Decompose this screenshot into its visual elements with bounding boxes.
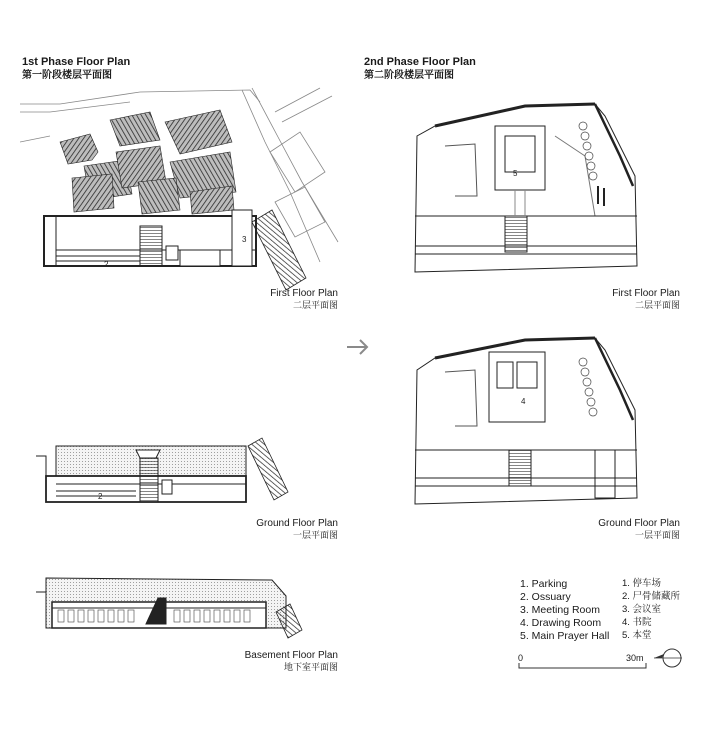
phase2-first-floor-label: First Floor Plan <box>612 288 680 299</box>
phase1-basement-floor-plan <box>36 572 306 642</box>
legend-item-parking: 1. Parking <box>520 578 568 590</box>
phase2-title: 2nd Phase Floor Plan <box>364 56 476 68</box>
phase2-first-floor-plan <box>405 96 685 286</box>
phase1-subtitle: 第一阶段楼层平面图 <box>22 70 112 81</box>
phase1-basement-floor-sublabel: 地下室平面图 <box>283 662 338 672</box>
legend-item-cn-5: 5. 本堂 <box>622 630 652 641</box>
phase1-first-floor-sublabel: 二层平面图 <box>292 300 338 310</box>
legend-item-main-prayer-hall: 5. Main Prayer Hall <box>520 630 610 642</box>
phase1-first-floor-label: First Floor Plan <box>270 288 338 299</box>
north-arrow-icon <box>652 646 686 670</box>
phase2-subtitle: 第二阶段楼层平面图 <box>364 70 454 81</box>
phase2-ground-floor-plan <box>405 332 685 512</box>
phase1-title: 1st Phase Floor Plan <box>22 56 131 68</box>
phase1-ground-floor-plan <box>36 436 296 510</box>
scale-start: 0 <box>518 653 524 663</box>
phase1-first-floor-plan <box>20 82 340 292</box>
scale-end: 30m <box>626 653 644 663</box>
legend-item-drawing-room: 4. Drawing Room <box>520 617 602 629</box>
legend-item-cn-3: 3. 会议室 <box>622 604 662 615</box>
legend-item-meeting-room: 3. Meeting Room <box>520 604 600 616</box>
legend-item-cn-4: 4. 书院 <box>622 617 652 628</box>
scale-bar <box>518 662 648 670</box>
legend-item-cn-2: 2. 尸骨储藏所 <box>622 591 681 602</box>
room-number-3: 3 <box>242 235 247 244</box>
phase1-ground-floor-label: Ground Floor Plan <box>256 518 338 529</box>
legend-item-cn-1: 1. 停车场 <box>622 578 662 589</box>
room-number-2-ground: 2 <box>98 492 103 501</box>
right-arrow-icon <box>344 336 372 358</box>
phase2-ground-floor-label: Ground Floor Plan <box>598 518 680 529</box>
legend-item-ossuary: 2. Ossuary <box>520 591 571 603</box>
phase1-basement-floor-label: Basement Floor Plan <box>244 650 338 661</box>
room-number-2: 2 <box>104 260 109 269</box>
room-number-4: 4 <box>521 397 526 406</box>
phase2-first-floor-sublabel: 二层平面图 <box>634 300 680 310</box>
room-number-5: 5 <box>513 169 518 178</box>
phase2-ground-floor-sublabel: 一层平面图 <box>634 530 680 540</box>
phase1-ground-floor-sublabel: 一层平面图 <box>292 530 338 540</box>
